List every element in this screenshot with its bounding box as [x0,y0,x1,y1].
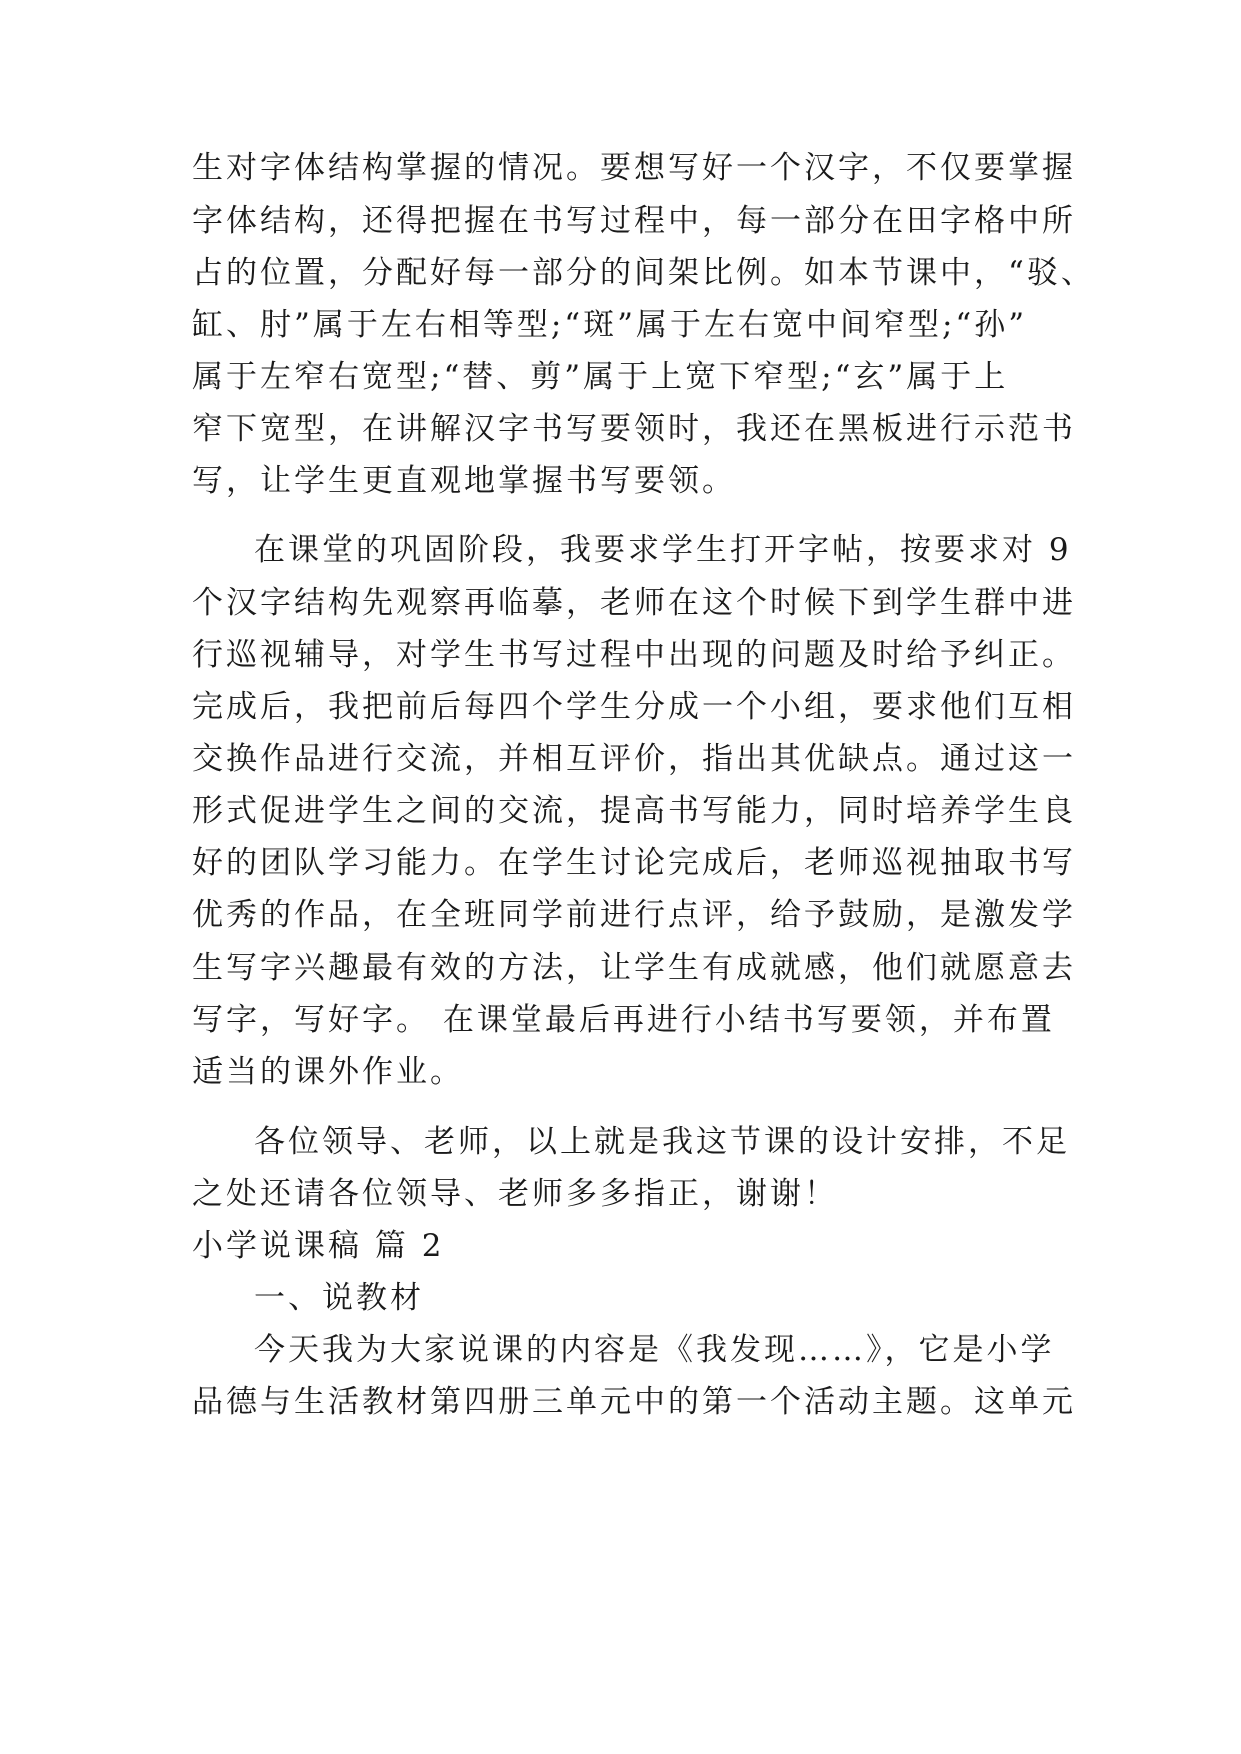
text-line: 写，让学生更直观地掌握书写要领。 [192,463,736,499]
text-line: 字体结构，还得把握在书写过程中，每一部分在田字格中所 [192,203,1076,239]
text-line: 行巡视辅导，对学生书写过程中出现的问题及时给予纠正。 [192,637,1076,673]
text-line: 生写字兴趣最有效的方法，让学生有成就感，他们就愿意去 [192,950,1076,986]
text-line: 之处还请各位领导、老师多多指正，谢谢！ [192,1176,838,1212]
text-line: 缸、肘”属于左右相等型;“斑”属于左右宽中间窄型;“孙” [192,307,1028,343]
text-line: 完成后，我把前后每四个学生分成一个小组，要求他们互相 [192,689,1076,725]
text-line: 窄下宽型，在讲解汉字书写要领时，我还在黑板进行示范书 [192,411,1076,447]
text-line: 交换作品进行交流，并相互评价，指出其优缺点。通过这一 [192,741,1076,777]
text-line: 品德与生活教材第四册三单元中的第一个活动主题。这单元 [192,1384,1076,1420]
text-line: 生对字体结构掌握的情况。要想写好一个汉字，不仅要掌握 [192,150,1076,186]
text-line: 个汉字结构先观察再临摹，老师在这个时候下到学生群中进 [192,585,1076,621]
text-line: 写字，写好字。 在课堂最后再进行小结书写要领，并布置 [192,1002,1055,1038]
subsection-heading: 一、说教材 [254,1280,424,1316]
paragraph-start-line: 各位领导、老师，以上就是我这节课的设计安排，不足 [254,1124,1070,1160]
text-line: 属于左窄右宽型;“替、剪”属于上宽下窄型;“玄”属于上 [192,359,1009,395]
paragraph-start-line: 在课堂的巩固阶段，我要求学生打开字帖，按要求对 9 [254,532,1072,568]
text-line: 占的位置，分配好每一部分的间架比例。如本节课中，“驳、 [192,255,1095,291]
section-heading: 小学说课稿 篇 2 [192,1228,445,1264]
text-line: 适当的课外作业。 [192,1054,464,1090]
text-line: 好的团队学习能力。在学生讨论完成后，老师巡视抽取书写 [192,845,1076,881]
text-line: 优秀的作品，在全班同学前进行点评，给予鼓励，是激发学 [192,897,1076,933]
text-line: 形式促进学生之间的交流，提高书写能力，同时培养学生良 [192,793,1076,829]
paragraph-start-line: 今天我为大家说课的内容是《我发现……》，它是小学 [254,1332,1055,1368]
